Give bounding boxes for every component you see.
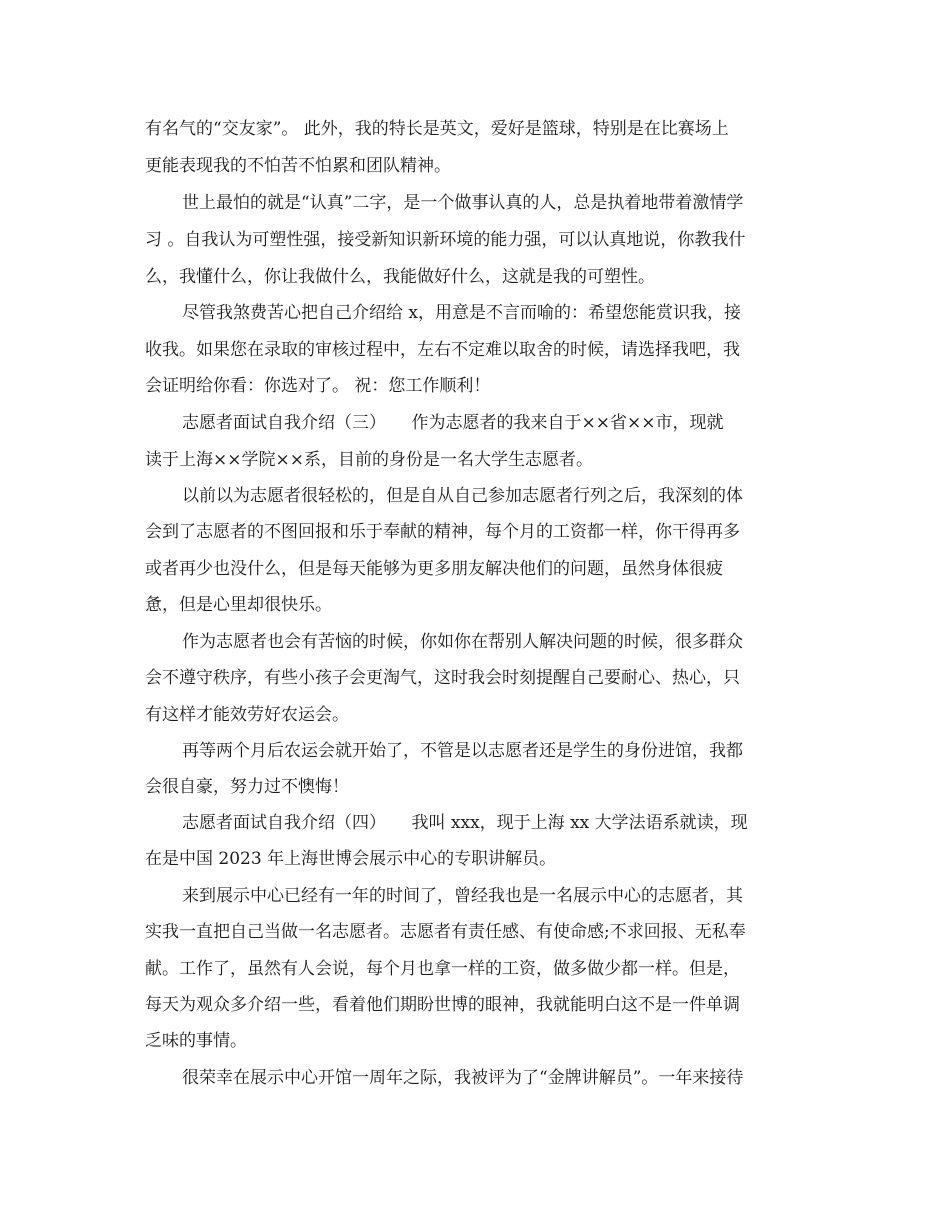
text-line: 么，我懂什么，你让我做什么，我能做好什么，这就是我的可塑性。 [145,267,655,287]
text-line: 尽管我煞费苦心把自己介绍给 x，用意是不言而喻的：希望您能赏识我，接 [182,303,741,323]
text-line: 作为志愿者也会有苦恼的时候，你如你在帮别人解决问题的时候，很多群众 [182,632,743,652]
text-line: 实我一直把自己当做一名志愿者。志愿者有责任感、有使命感;不求回报、无私奉 [145,922,746,942]
text-line: 会到了志愿者的不图回报和乐于奉献的精神，每个月的工资都一样，你干得再多 [145,522,740,542]
text-line: 有名气的“交友家”。 此外，我的特长是英文，爱好是篮球，特别是在比赛场上 [145,119,729,139]
text-line: 有这样才能效劳好农运会。 [145,705,349,725]
text-line: 献。工作了，虽然有人会说，每个月也拿一样的工资，做多做少都一样。但是， [145,959,740,979]
text-line: 每天为观众多介绍一些，看着他们期盼世博的眼神，我就能明白这不是一件单调 [145,995,740,1015]
text-line: 习 。自我认为可塑性强，接受新知识新环境的能力强，可以认真地说，你教我什 [145,230,746,250]
text-line: 很荣幸在展示中心开馆一周年之际，我被评为了“金牌讲解员”。一年来接待 [182,1068,744,1088]
text-line: 再等两个月后农运会就开始了，不管是以志愿者还是学生的身份进馆，我都 [182,741,743,761]
section-heading-line: 志愿者面试自我介绍（四） 我叫 xxx，现于上海 xx 大学法语系就读，现 [182,813,748,833]
text-line: 会证明给你看：你选对了。 祝：您工作顺利！ [145,376,491,396]
text-line: 收我。如果您在录取的审核过程中，左右不定难以取舍的时候，请选择我吧，我 [145,340,740,360]
text-line: 以前以为志愿者很轻松的，但是自从自己参加志愿者行列之后，我深刻的体 [182,486,743,506]
text-line: 会很自豪，努力过不懊悔！ [145,777,349,797]
text-line: 来到展示中心已经有一年的时间了，曾经我也是一名展示中心的志愿者，其 [182,886,743,906]
text-line: 在是中国 2023 年上海世博会展示中心的专职讲解员。 [145,849,557,869]
section-heading-line: 志愿者面试自我介绍（三） 作为志愿者的我来自于××省××市，现就 [182,413,724,433]
text-line: 更能表现我的不怕苦不怕累和团队精神。 [145,156,451,176]
text-line: 读于上海××学院××系，目前的身份是一名大学生志愿者。 [145,450,593,470]
text-line: 乏味的事情。 [145,1031,247,1051]
text-line: 世上最怕的就是“认真”二字，是一个做事认真的人，总是执着地带着激情学 [182,193,744,213]
text-line: 或者再少也没什么，但是每天能够为更多朋友解决他们的问题，虽然身体很疲 [145,559,723,579]
text-line: 会不遵守秩序，有些小孩子会更淘气，这时我会时刻提醒自己要耐心、热心，只 [145,668,740,688]
text-line: 惫，但是心里却很快乐。 [145,595,332,615]
